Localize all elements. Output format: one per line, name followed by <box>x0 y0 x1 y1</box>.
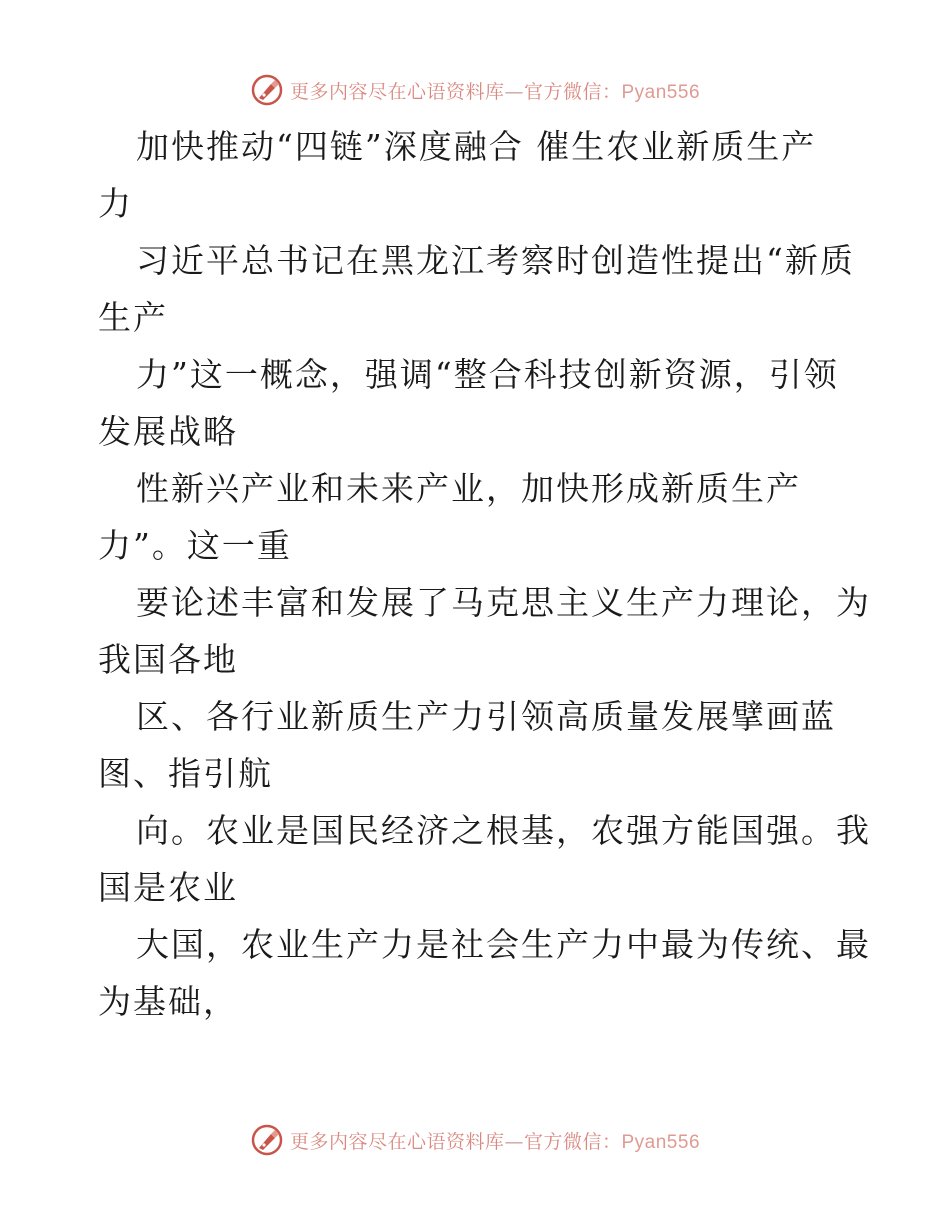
text-line: 生产 <box>98 298 168 337</box>
watermark-site: 更多内容尽在心语资料库 <box>289 80 505 103</box>
text-line: 力”。这一重 <box>98 526 292 565</box>
footer-watermark <box>0 1120 950 1160</box>
text-line: 向。农业是国民经济之根基，农强方能国强。我 <box>136 811 871 850</box>
watermark-separator: — <box>504 80 524 103</box>
text-line: 我国各地 <box>98 640 238 679</box>
watermark-account: Pyan556 <box>621 1131 701 1153</box>
pen-nib-icon <box>250 1123 284 1157</box>
watermark-text <box>290 77 700 104</box>
document-body <box>98 118 871 1030</box>
text-line: 为基础， <box>98 982 238 1021</box>
text-line: 力 <box>98 184 133 223</box>
text-line: 习近平总书记在黑龙江考察时创造性提出“新质 <box>136 241 855 280</box>
watermark-label: 官方微信： <box>523 80 622 103</box>
watermark-text <box>290 1127 700 1154</box>
text-line: 大国，农业生产力是社会生产力中最为传统、最 <box>136 925 871 964</box>
text-line: 加快推动“四链”深度融合 催生农业新质生产 <box>136 127 817 166</box>
text-line: 力”这一概念，强调“整合科技创新资源，引领 <box>136 355 839 394</box>
text-line: 发展战略 <box>98 412 238 451</box>
text-line: 区、各行业新质生产力引领高质量发展擘画蓝 <box>136 697 836 736</box>
text-line: 国是农业 <box>98 868 238 907</box>
watermark-separator: — <box>504 1130 524 1153</box>
watermark-site: 更多内容尽在心语资料库 <box>289 1130 505 1153</box>
watermark-account: Pyan556 <box>621 81 701 103</box>
header-watermark <box>0 70 950 110</box>
text-line: 图、指引航 <box>98 754 273 793</box>
text-line: 要论述丰富和发展了马克思主义生产力理论，为 <box>136 583 871 622</box>
text-line: 性新兴产业和未来产业，加快形成新质生产 <box>136 469 801 508</box>
pen-nib-icon <box>250 73 284 107</box>
watermark-label: 官方微信： <box>523 1130 622 1153</box>
